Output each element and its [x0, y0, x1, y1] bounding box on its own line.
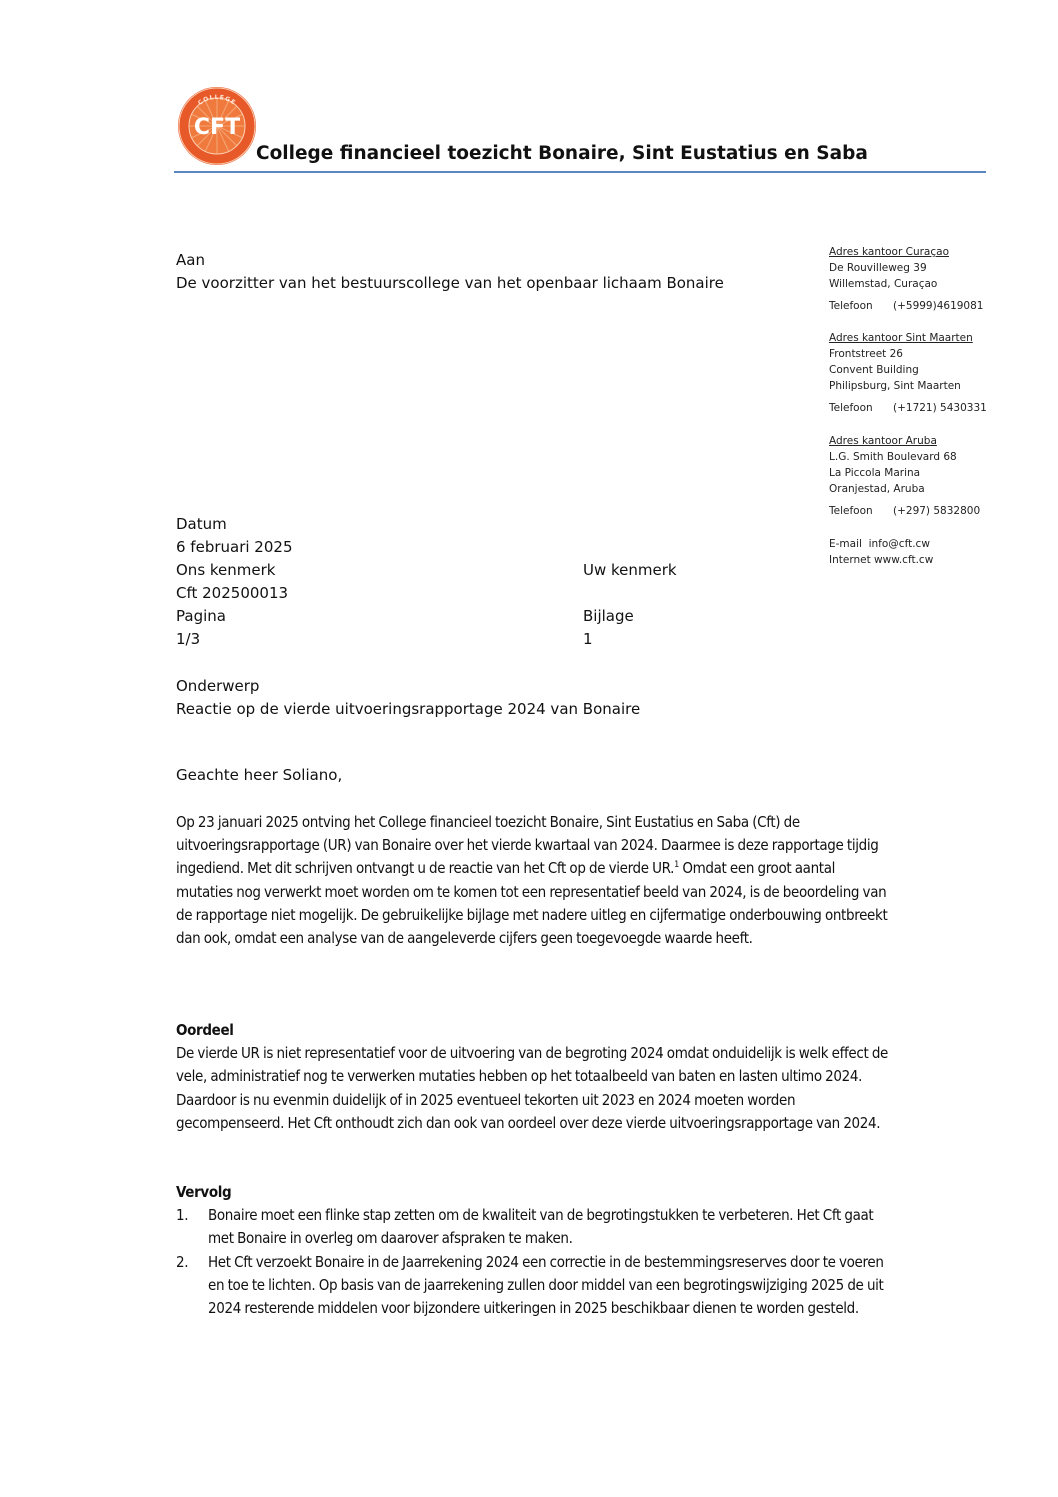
svg-text:COLLEGE: COLLEGE	[196, 93, 238, 107]
header-divider	[174, 171, 986, 173]
list-item-text: Bonaire moet een flinke stap zetten om de kwaliteit van de begrotingstukken te verbeteren. Het Cft gaat met Bonaire in overleg om daarover afspraken te maken.	[208, 1206, 874, 1248]
office-title: Adres kantoor Sint Maarten	[829, 332, 973, 344]
cft-logo	[177, 86, 257, 166]
office-address-line: Convent Building	[829, 364, 919, 376]
list-item-text: Het Cft verzoekt Bonaire in de Jaarrekening 2024 een correctie in de bestemmingsreserves door te voeren en toe te lichten. Op basis van de jaarrekening zullen door middel van een begrotingswijziging 2025 de uit 2024 resterende middelen voor bijzondere uitkeringen in 2025 beschikbaar dienen te worden gesteld.	[208, 1252, 884, 1318]
attachment-label: Bijlage	[583, 607, 634, 625]
date-value: 6 februari 2025	[176, 538, 293, 556]
office-curacao	[829, 244, 983, 314]
internet-label: Internet	[829, 554, 871, 566]
office-address-line: Oranjestad, Aruba	[829, 483, 925, 495]
list-number: 2.	[176, 1252, 189, 1271]
office-aruba	[829, 433, 980, 519]
footnote-reference[interactable]: 1	[674, 860, 679, 871]
office-address-line: Willemstad, Curaçao	[829, 278, 938, 290]
section-heading-vervolg: Vervolg	[176, 1183, 232, 1201]
attachment-value: 1	[583, 630, 593, 648]
page-label: Pagina	[176, 607, 226, 625]
intro-text-continued: Omdat een groot aantal mutaties nog verwerkt moet worden om te komen tot een representatief beeld van 2024, is de beoordeling van de rapportage niet mogelijk. De gebruikelijke bijlage met nadere uitleg en cijfermatige onderbouwing ontbreekt dan ook, omdat een analyse van de aangeleverde cijfers geen toegevoegde waarde heeft.	[176, 859, 888, 948]
page-value: 1/3	[176, 630, 201, 648]
list-item	[176, 1204, 888, 1250]
intro-paragraph	[176, 811, 888, 950]
website-link[interactable]: www.cft.cw	[874, 554, 934, 566]
subject-label: Onderwerp	[176, 677, 260, 695]
office-address-line: Frontstreet 26	[829, 348, 903, 360]
our-reference-value: Cft 202500013	[176, 584, 289, 602]
office-address-line: Philipsburg, Sint Maarten	[829, 380, 961, 392]
office-phone: (+297) 5832800	[893, 505, 981, 517]
section-heading-oordeel: Oordeel	[176, 1021, 234, 1039]
office-phone: (+1721) 5430331	[893, 402, 987, 414]
recipient-label: Aan	[176, 251, 205, 269]
office-sint-maarten	[829, 330, 987, 416]
office-title: Adres kantoor Curaçao	[829, 246, 949, 258]
salutation: Geachte heer Soliano,	[176, 766, 343, 784]
oordeel-text: De vierde UR is niet representatief voor de uitvoering van de begroting 2024 omdat onduidelijk is welk effect de vele, administratief nog te verwerken mutaties hebben op het totaalbeeld van baten en lasten ultimo 2024. Daardoor is nu evenmin duidelijk of in 2025 eventueel tekorten uit 2023 en 2024 moeten worden gecompenseerd. Het Cft onthoudt zich dan ook van oordeel over deze vierde uitvoeringsrapportage van 2024.	[176, 1044, 888, 1132]
organization-title: College financieel toezicht Bonaire, Sint Eustatius en Saba	[256, 143, 868, 164]
office-address-line: L.G. Smith Boulevard 68	[829, 451, 957, 463]
phone-label: Telefoon	[829, 402, 873, 414]
office-address-line: De Rouvilleweg 39	[829, 262, 927, 274]
email-label: E-mail	[829, 538, 862, 550]
subject-text: Reactie op de vierde uitvoeringsrapportage 2024 van Bonaire	[176, 700, 641, 718]
svg-text:CFT: CFT	[193, 115, 241, 140]
your-reference-label: Uw kenmerk	[583, 561, 677, 579]
phone-label: Telefoon	[829, 505, 873, 517]
list-item	[176, 1251, 888, 1321]
our-reference-label: Ons kenmerk	[176, 561, 276, 579]
contact-block	[829, 536, 933, 568]
phone-label: Telefoon	[829, 300, 873, 312]
oordeel-section	[176, 1019, 888, 1135]
intro-text: Op 23 januari 2025 ontving het College financieel toezicht Bonaire, Sint Eustatius en Saba (Cft) de uitvoeringsrapportage (UR) van Bonaire over het vierde kwartaal van 2024. Daarmee is deze rapportage tijdig ingediend. Met dit schrijven ontvangt u de reactie van het Cft op de vierde UR.	[176, 813, 879, 878]
date-label: Datum	[176, 515, 227, 533]
email-link[interactable]: info@cft.cw	[868, 538, 930, 550]
list-number: 1.	[176, 1206, 189, 1225]
recipient-name: De voorzitter van het bestuurscollege van het openbaar lichaam Bonaire	[176, 274, 724, 292]
vervolg-section	[176, 1181, 888, 1320]
office-title: Adres kantoor Aruba	[829, 435, 937, 447]
office-phone: (+5999)4619081	[893, 300, 984, 312]
cft-logo-icon	[177, 86, 257, 166]
office-address-line: La Piccola Marina	[829, 467, 921, 479]
